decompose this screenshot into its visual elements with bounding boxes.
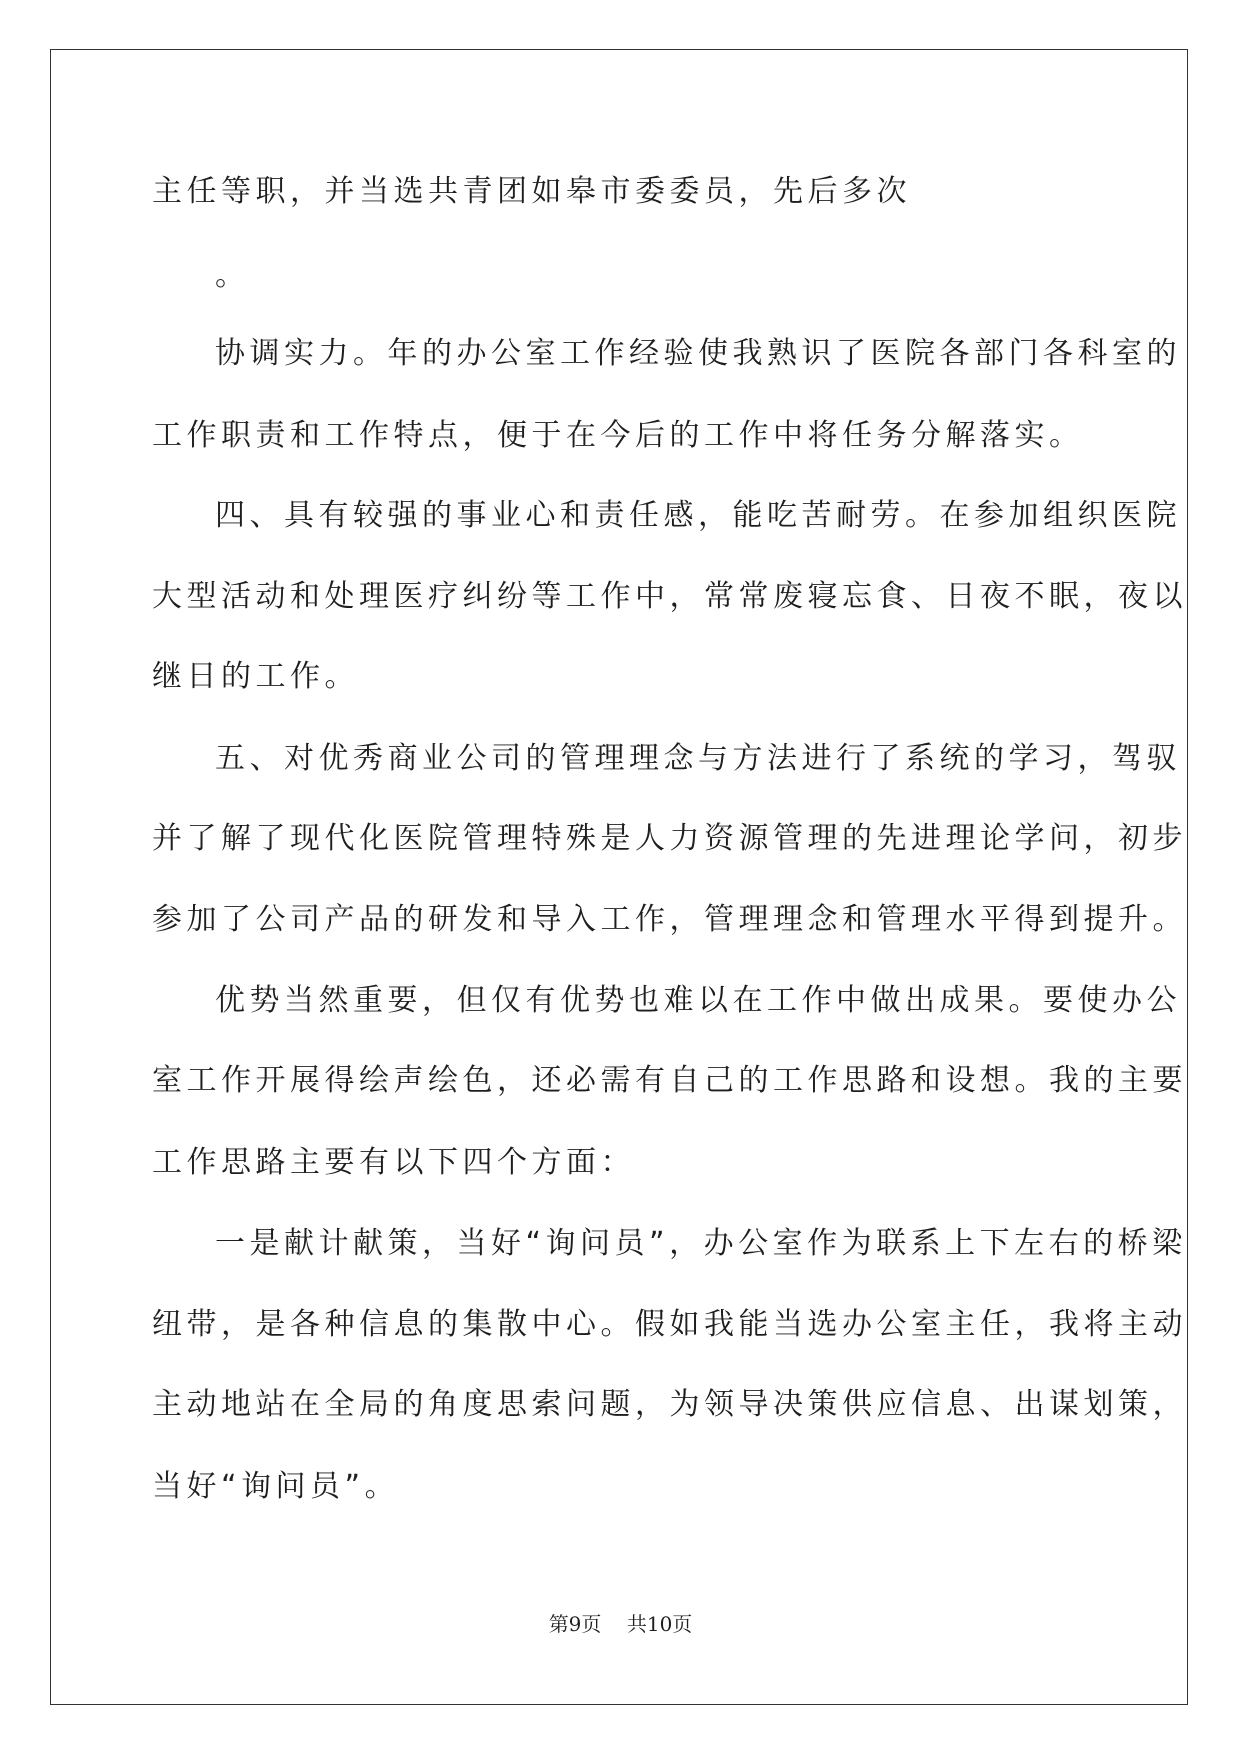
text-line-3: 协调实力。年的办公室工作经验使我熟识了医院各部门各科室的: [215, 336, 1181, 371]
text-line-17: 当好“询问员”。: [152, 1469, 400, 1504]
text-line-16: 主动地站在全局的角度思索问题，为领导决策供应信息、出谋划策，: [152, 1387, 1187, 1422]
text-line-15: 纽带，是各种信息的集散中心。假如我能当选办公室主任，我将主动: [152, 1307, 1187, 1342]
text-line-10: 参加了公司产品的研发和导入工作，管理理念和管理水平得到提升。: [152, 902, 1187, 937]
text-line-4: 工作职责和工作特点，便于在今后的工作中将任务分解落实。: [152, 418, 1084, 453]
text-line-6: 大型活动和处理医疗纠纷等工作中，常常废寝忘食、日夜不眠，夜以: [152, 579, 1187, 614]
text-line-5: 四、具有较强的事业心和责任感，能吃苦耐劳。在参加组织医院: [215, 498, 1181, 533]
text-line-11: 优势当然重要，但仅有优势也难以在工作中做出成果。要使办公: [215, 983, 1181, 1018]
text-line-13: 工作思路主要有以下四个方面：: [152, 1145, 635, 1180]
text-line-12: 室工作开展得绘声绘色，还必需有自己的工作思路和设想。我的主要: [152, 1063, 1187, 1098]
page-footer: [0, 1612, 1241, 1636]
text-line-1: 主任等职，并当选共青团如皋市委委员，先后多次: [152, 174, 911, 209]
text-line-2: 。: [215, 258, 250, 293]
page-total: 共10页: [626, 1612, 693, 1636]
text-line-14: 一是献计献策，当好“询问员”，办公室作为联系上下左右的桥梁: [215, 1226, 1187, 1261]
text-line-9: 并了解了现代化医院管理特殊是人力资源管理的先进理论学问，初步: [152, 821, 1187, 856]
text-line-8: 五、对优秀商业公司的管理理念与方法进行了系统的学习，驾驭: [215, 741, 1181, 776]
page-border: [50, 49, 1188, 1705]
page-number: 第9页: [548, 1612, 602, 1636]
text-line-7: 继日的工作。: [152, 659, 359, 694]
